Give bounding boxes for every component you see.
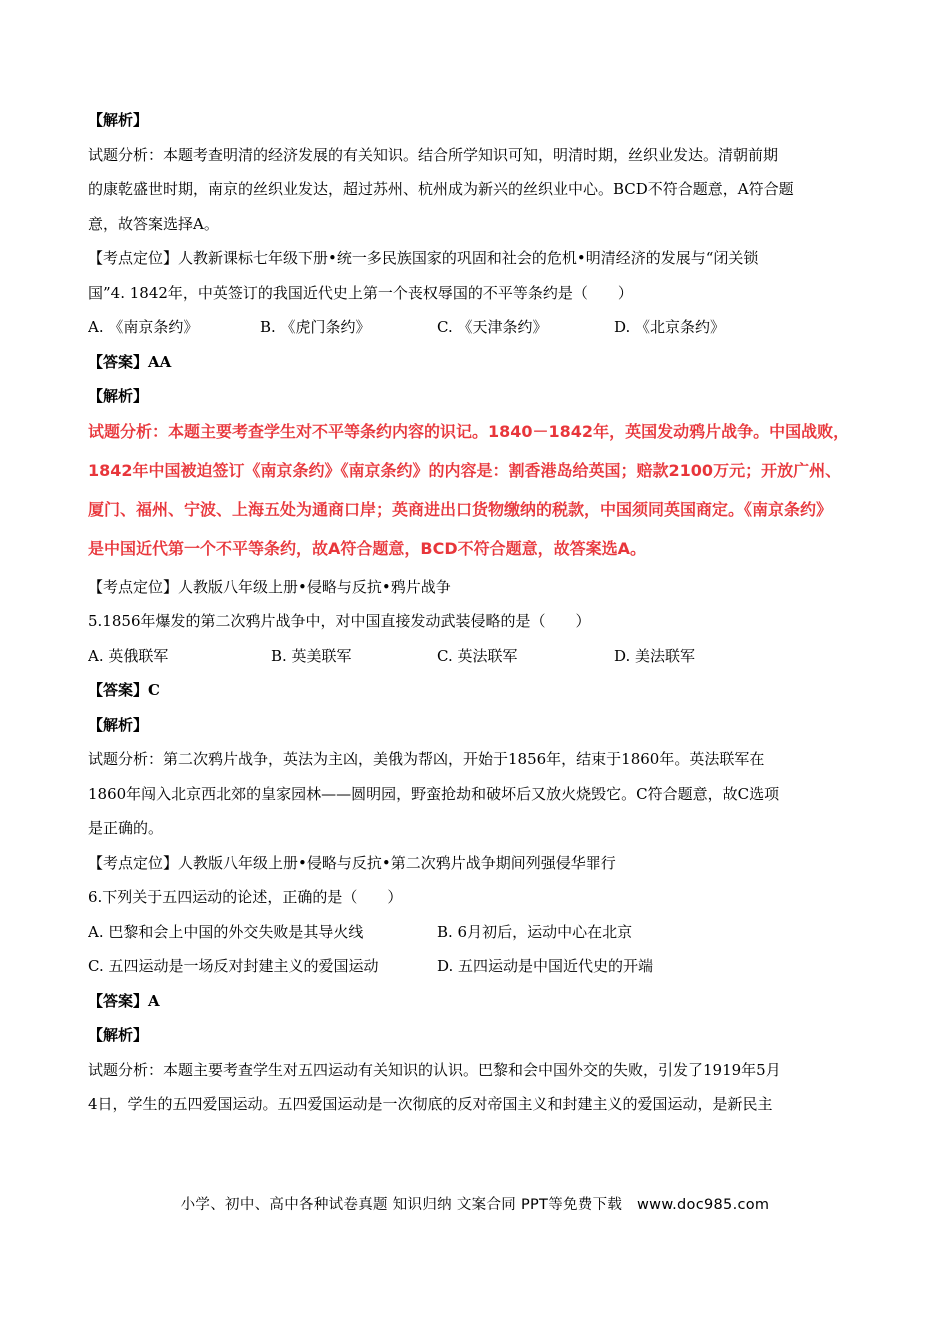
q5-analysis-label: 【解析】 (88, 715, 149, 734)
document-page (88, 110, 868, 1129)
q5-option-b: B. 英美联军 (271, 646, 352, 665)
q6-analysis-line-2: 4日，学生的五四爱国运动。五四爱国运动是一次彻底的反对帝国主义和封建主义的爱国运动，是新民主 (88, 1095, 773, 1113)
q3-kaodian-line-1: 【考点定位】人教新课标七年级下册•统一多民族国家的巩固和社会的危机•明清经济的发展与“闭关锁 (88, 249, 759, 267)
q4-analysis-line-1: 试题分析：本题主要考查学生对不平等条约内容的识记。1840－1842年，英国发动鸦片战争。中国战败， (88, 421, 850, 441)
page-footer: 小学、初中、高中各种试卷真题 知识归纳 文案合同 PPT等免费下载 www.doc985.com (180, 1197, 770, 1213)
q6-option-b: B. 6月初后，运动中心在北京 (437, 922, 633, 941)
q4-analysis-line-2: 1842年中国被迫签订《南京条约》《南京条约》的内容是：割香港岛给英国；赔款2100万元；开放广州、 (88, 460, 842, 480)
q6-options-row-2 (88, 956, 868, 976)
q6-option-a: A. 巴黎和会上中国的外交失败是其导火线 (88, 922, 364, 941)
q4-question: 国”4. 1842年，中英签订的我国近代史上第一个丧权辱国的不平等条约是（ ） (88, 283, 633, 302)
q6-option-d: D. 五四运动是中国近代史的开端 (437, 957, 654, 975)
q5-options (88, 646, 868, 666)
q4-kaodian: 【考点定位】人教版八年级上册•侵略与反抗•鸦片战争 (88, 577, 451, 596)
q3-analysis-label: 【解析】 (88, 111, 149, 129)
q6-option-c: C. 五四运动是一场反对封建主义的爱国运动 (88, 957, 379, 975)
q4-option-b: B. 《虎门条约》 (260, 318, 371, 336)
q4-analysis-line-4: 是中国近代第一个不平等条约，故A符合题意，BCD不符合题意，故答案选A。 (88, 538, 646, 558)
q4-analysis-label: 【解析】 (88, 387, 149, 405)
q5-answer: 【答案】C (88, 681, 160, 699)
q5-option-a: A. 英俄联军 (88, 646, 169, 665)
q6-analysis-label: 【解析】 (88, 1026, 149, 1044)
q4-option-d: D. 《北京条约》 (614, 318, 726, 336)
q6-answer: 【答案】A (88, 991, 160, 1010)
q5-question: 5.1856年爆发的第二次鸦片战争中，对中国直接发动武装侵略的是（ ） (88, 612, 591, 630)
q5-option-d: D. 美法联军 (614, 646, 696, 665)
q5-analysis-line-1: 试题分析：第二次鸦片战争，英法为主凶，美俄为帮凶，开始于1856年，结束于1860年。英法联军在 (88, 750, 765, 768)
q5-analysis-line-2: 1860年闯入北京西北郊的皇家园林——圆明园，野蛮抢劫和破坏后又放火烧毁它。C符合题意，故C选项 (88, 784, 780, 803)
q4-analysis-red (88, 421, 868, 560)
q6-options-row-1 (88, 922, 868, 942)
q3-analysis-line-1: 试题分析：本题考查明清的经济发展的有关知识。结合所学知识可知，明清时期，丝织业发达。清朝前期 (88, 145, 779, 164)
q5-option-c: C. 英法联军 (437, 646, 518, 665)
q5-analysis-line-3: 是正确的。 (88, 819, 164, 837)
q5-kaodian: 【考点定位】人教版八年级上册•侵略与反抗•第二次鸦片战争期间列强侵华罪行 (88, 853, 616, 872)
q4-options (88, 317, 868, 337)
q3-analysis-line-3: 意，故答案选择A。 (88, 214, 219, 233)
q4-option-a: A. 《南京条约》 (88, 318, 199, 336)
q4-option-c: C. 《天津条约》 (437, 318, 548, 336)
q6-question: 6.下列关于五四运动的论述，正确的是（ ） (88, 888, 403, 906)
q4-analysis-line-3: 厦门、福州、宁波、上海五处为通商口岸；英商进出口货物缴纳的税款，中国须同英国商定。《南京条约》 (88, 499, 833, 519)
q6-analysis-line-1: 试题分析：本题主要考查学生对五四运动有关知识的认识。巴黎和会中国外交的失败，引发了1919年5月 (88, 1060, 781, 1079)
q4-answer: 【答案】AA (88, 352, 172, 371)
q3-analysis-line-2: 的康乾盛世时期，南京的丝织业发达，超过苏州、杭州成为新兴的丝织业中心。BCD不符合题意，A符合题 (88, 180, 794, 198)
